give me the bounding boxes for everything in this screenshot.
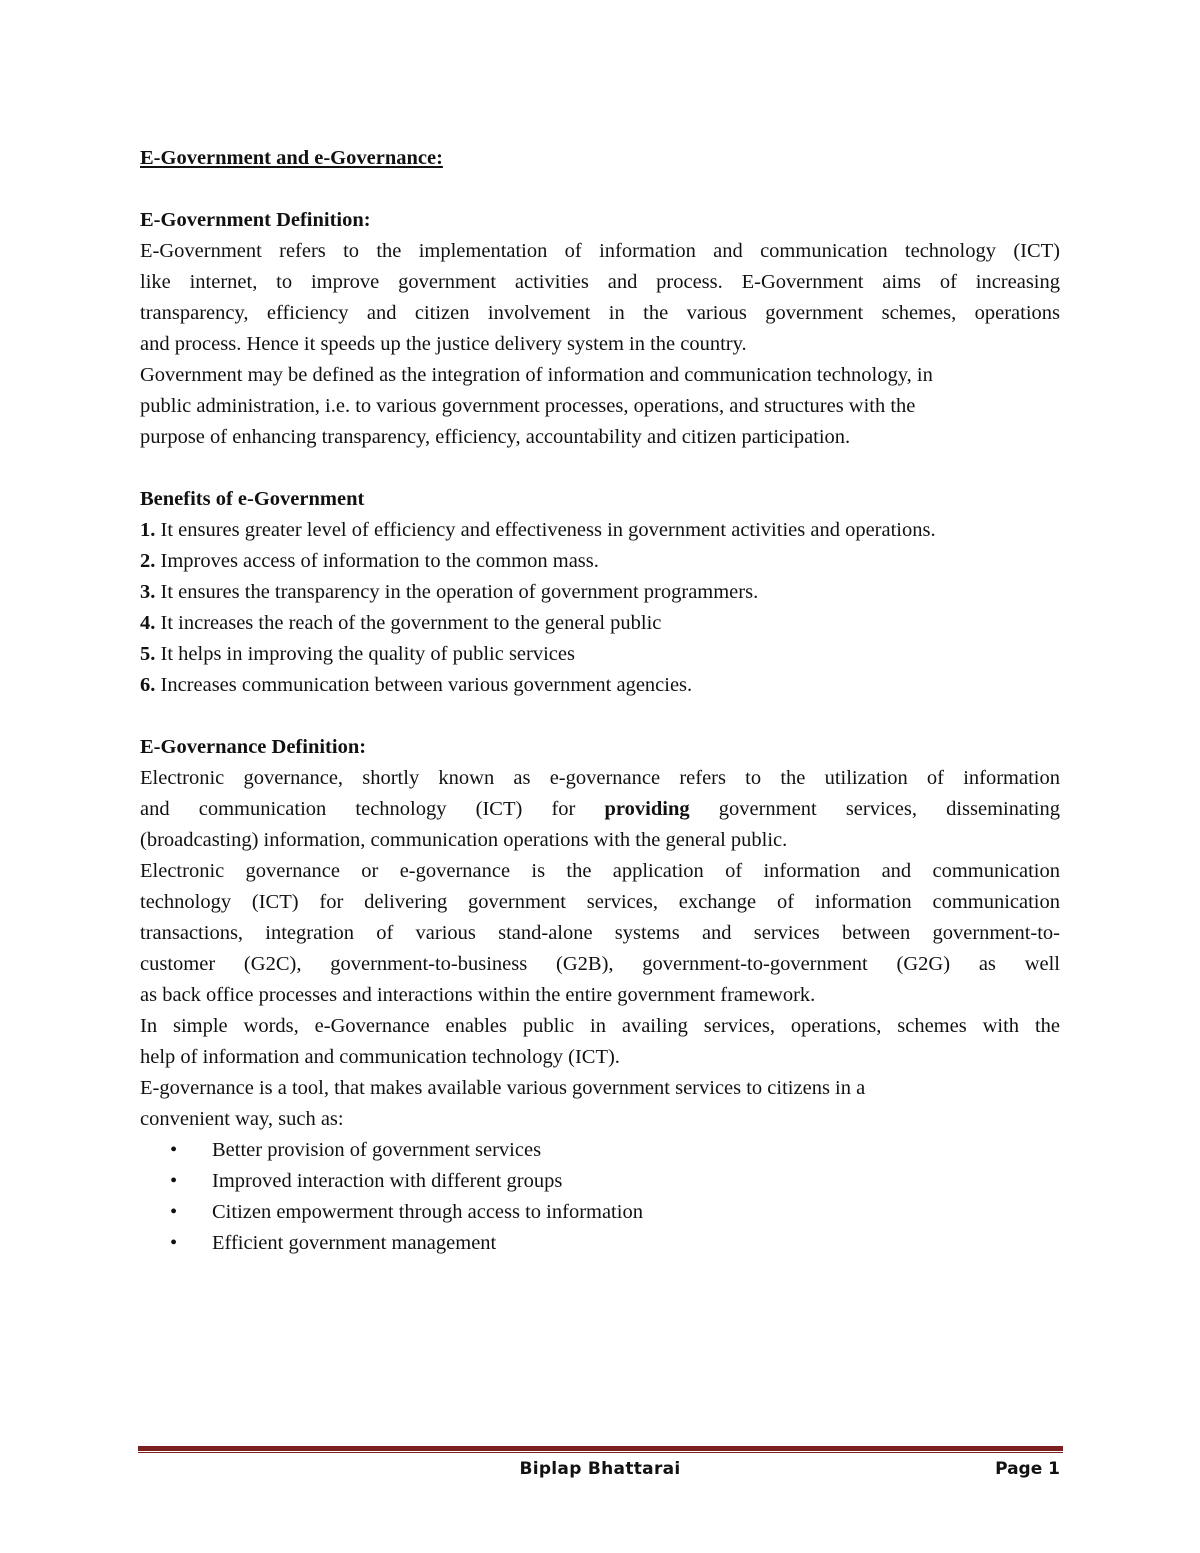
footer-author: Biplap Bhattarai	[519, 1459, 681, 1479]
text-line: technology (ICT) for delivering government services, exchange of information communication	[140, 891, 1060, 913]
text-line: (broadcasting) information, communication operations with the general public.	[140, 829, 788, 851]
bullet-icon: •	[170, 1139, 178, 1161]
text-line: transparency, efficiency and citizen involvement in the various government schemes, operations	[140, 302, 1060, 324]
text-line: Electronic governance, shortly known as e-governance refers to the utilization of information	[140, 767, 1060, 789]
spacer	[140, 701, 1060, 732]
footer-rule-thin	[138, 1452, 1063, 1453]
benefit-text: Improves access of information to the common mass.	[155, 550, 599, 572]
list-item-text: Citizen empowerment through access to information	[212, 1201, 643, 1223]
egov-definition-paragraph-1	[140, 236, 1060, 360]
footer-page-number: Page 1	[995, 1459, 1060, 1479]
text-line: Government may be defined as the integration of information and communication technology, in	[140, 364, 933, 386]
bullet-icon: •	[170, 1170, 178, 1192]
benefit-item	[140, 639, 1060, 670]
benefit-item	[140, 546, 1060, 577]
list-item-text: Improved interaction with different groups	[212, 1170, 563, 1192]
benefit-text: It increases the reach of the government to the general public	[155, 612, 662, 634]
text-segment: government services, disseminating	[689, 798, 1060, 820]
bullet-icon: •	[170, 1232, 178, 1254]
text-line: purpose of enhancing transparency, efficiency, accountability and citizen participation.	[140, 426, 851, 448]
benefit-text: It ensures greater level of efficiency and effectiveness in government activities and operations.	[155, 519, 936, 541]
list-item	[140, 1197, 1060, 1228]
benefit-item	[140, 608, 1060, 639]
list-item	[140, 1135, 1060, 1166]
benefit-text: It ensures the transparency in the operation of government programmers.	[155, 581, 759, 603]
egov-definition-paragraph-2	[140, 360, 1060, 453]
bold-word-providing: providing	[604, 798, 690, 820]
list-item-text: Better provision of government services	[212, 1139, 542, 1161]
benefit-item	[140, 515, 1060, 546]
spacer	[140, 453, 1060, 484]
section-heading-benefits: Benefits of e-Government	[140, 488, 365, 510]
benefit-number: 1.	[140, 519, 156, 541]
benefit-item	[140, 577, 1060, 608]
benefit-item	[140, 670, 1060, 701]
text-line: customer (G2C), government-to-business (G2B), government-to-government (G2G) as well	[140, 953, 1060, 975]
text-line: as back office processes and interactions within the entire government framework.	[140, 984, 816, 1006]
text-line: E-governance is a tool, that makes available various government services to citizens in a	[140, 1077, 866, 1099]
benefit-number: 6.	[140, 674, 156, 696]
benefits-list	[140, 515, 1060, 701]
benefit-number: 2.	[140, 550, 156, 572]
benefit-number: 4.	[140, 612, 156, 634]
list-item-text: Efficient government management	[212, 1232, 497, 1254]
text-line: convenient way, such as:	[140, 1108, 344, 1130]
footer-rule	[138, 1446, 1063, 1451]
text-line: public administration, i.e. to various government processes, operations, and structures with the	[140, 395, 916, 417]
text-line: In simple words, e-Governance enables public in availing services, operations, schemes with the	[140, 1015, 1060, 1037]
document-title: E-Government and e-Governance:	[140, 147, 443, 169]
egovernance-definition-paragraph-4	[140, 1073, 1060, 1135]
benefit-text: Increases communication between various government agencies.	[155, 674, 693, 696]
egovernance-definition-paragraph-1	[140, 763, 1060, 856]
egovernance-bullet-list	[140, 1135, 1060, 1259]
benefit-text: It helps in improving the quality of public services	[155, 643, 575, 665]
text-line: like internet, to improve government activities and process. E-Government aims of increasing	[140, 271, 1060, 293]
benefit-number: 3.	[140, 581, 156, 603]
bullet-icon: •	[170, 1201, 178, 1223]
list-item	[140, 1228, 1060, 1259]
list-item	[140, 1166, 1060, 1197]
text-line: help of information and communication technology (ICT).	[140, 1046, 620, 1068]
text-line: and process. Hence it speeds up the justice delivery system in the country.	[140, 333, 747, 355]
text-line: E-Government refers to the implementation of information and communication technology (ICT)	[140, 240, 1060, 262]
text-line: Electronic governance or e-governance is the application of information and communication	[140, 860, 1060, 882]
section-heading-egov-definition: E-Government Definition:	[140, 209, 371, 231]
egovernance-definition-paragraph-3	[140, 1011, 1060, 1073]
section-heading-egovernance-definition: E-Governance Definition:	[140, 736, 367, 758]
text-segment: and communication technology (ICT) for	[140, 798, 605, 820]
document-body	[140, 143, 1060, 1259]
egovernance-definition-paragraph-2	[140, 856, 1060, 1011]
spacer	[140, 174, 1060, 205]
benefit-number: 5.	[140, 643, 156, 665]
text-line	[140, 794, 1060, 825]
text-line: transactions, integration of various stand-alone systems and services between government-to-	[140, 922, 1060, 944]
